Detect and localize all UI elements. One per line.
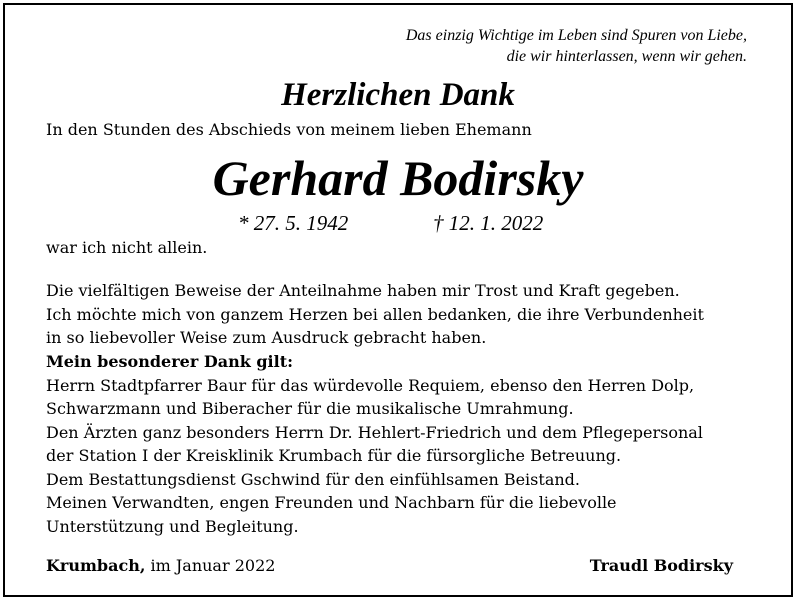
text-line: Den Ärzten ganz besonders Herrn Dr. Hehlert-Friedrich und dem Pflegepersonal: [46, 422, 703, 442]
text-line: Schwarzmann und Biberacher für die musikalische Umrahmung.: [46, 399, 574, 418]
text-line: Meinen Verwandten, engen Freunden und Nachbarn für die liebevolle: [46, 493, 617, 512]
page-title: Herzlichen Dank: [281, 77, 515, 113]
text-line: der Station I der Kreisklinik Krumbach für die fürsorgliche Betreuung.: [46, 446, 622, 465]
obituary-card: [3, 3, 793, 597]
quote-line: die wir hinterlassen, wenn wir gehen.: [506, 48, 747, 65]
quote: [406, 25, 747, 67]
not-alone-text: [46, 236, 207, 260]
text-line: in so liebevoller Weise zum Ausdruck gebracht haben.: [46, 328, 487, 347]
quote-line: Das einzig Wichtige im Leben sind Spuren von Liebe,: [405, 27, 747, 44]
place: Krumbach,: [46, 556, 146, 575]
text-line: Dem Bestattungsdienst Gschwind für den einfühlsamen Beistand.: [46, 469, 580, 489]
text-line: Ich möchte mich von ganzem Herzen bei allen bedanken, die ihre Verbundenheit: [46, 304, 704, 324]
special-thanks: [46, 350, 703, 538]
text-line: Herrn Stadtpfarrer Baur für das würdevolle Requiem, ebenso den Herren Dolp,: [46, 375, 695, 395]
special-thanks-heading: Mein besonderer Dank gilt:: [46, 352, 293, 371]
signature: Traudl Bodirsky: [589, 556, 733, 575]
text-line: Unterstützung und Begleitung.: [46, 516, 299, 536]
text-line: Die vielfältigen Beweise der Anteilnahme haben mir Trost und Kraft gegeben.: [46, 281, 680, 300]
date: im Januar 2022: [145, 556, 276, 575]
intro-text: In den Stunden des Abschieds von meinem lieben Ehemann: [46, 120, 532, 139]
birth-date: * 27. 5. 1942: [238, 211, 349, 235]
death-date: † 12. 1. 2022: [433, 211, 544, 235]
gratitude-paragraph: [46, 279, 704, 350]
deceased-name: Gerhard Bodirsky: [212, 150, 584, 206]
place-date: [46, 554, 275, 577]
text-line: war ich nicht allein.: [46, 238, 208, 257]
